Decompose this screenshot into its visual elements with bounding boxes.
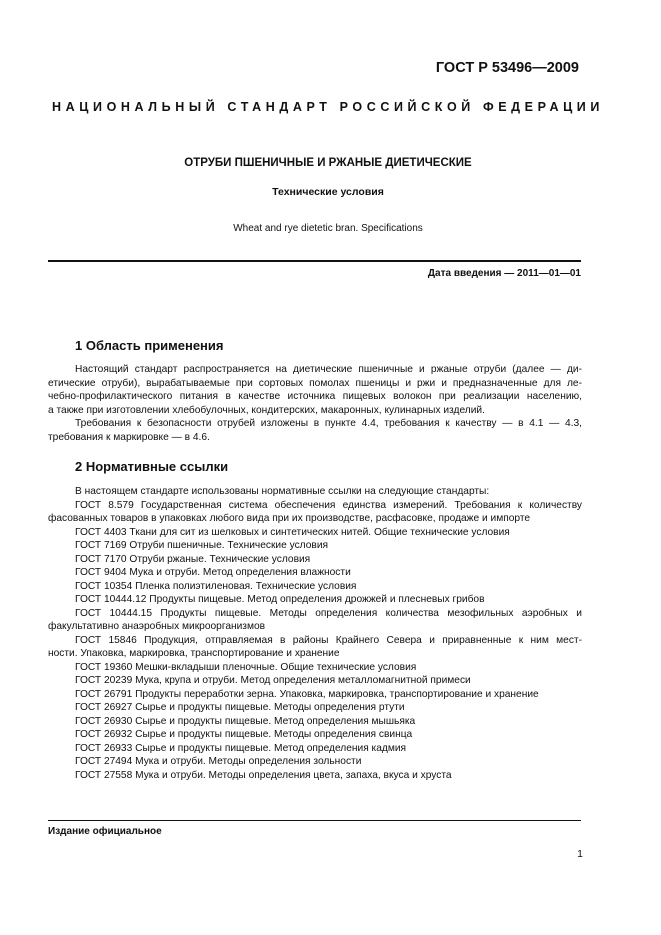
document-title: ОТРУБИ ПШЕНИЧНЫЕ И РЖАНЫЕ ДИЕТИЧЕСКИЕ <box>184 157 472 169</box>
text-line: етические отруби), вырабатываемые при сортовых помолах пшеницы и ржи и предназначенные для ле- <box>48 377 582 389</box>
reference-line: ГОСТ 26791 Продукты переработки зерна. Упаковка, маркировка, транспортирование и хранение <box>75 688 539 700</box>
official-edition-note: Издание официальное <box>48 826 162 837</box>
section-1-heading: 1 Область применения <box>75 338 224 353</box>
reference-line: ГОСТ 10444.15 Продукты пищевые. Методы определения количества мезофильных аэробных и <box>75 607 582 619</box>
section-2-body <box>48 485 582 782</box>
reference-line: ГОСТ 9404 Мука и отруби. Метод определения влажности <box>75 567 351 578</box>
footer-divider <box>48 820 581 821</box>
document-subtitle: Технические условия <box>272 186 384 198</box>
date-of-introduction: Дата введения — 2011—01—01 <box>427 268 581 279</box>
text-line: а также при изготовлении хлебобулочных, кондитерских, макаронных, кулинарных изделий. <box>48 404 485 416</box>
english-title: Wheat and rye dietetic bran. Specifications <box>233 223 423 234</box>
reference-line: ГОСТ 26930 Сырье и продукты пищевые. Метод определения мышьяка <box>75 715 416 727</box>
reference-line: ГОСТ 27558 Мука и отруби. Методы определения цвета, запаха, вкуса и хруста <box>75 769 452 781</box>
reference-line: ГОСТ 7169 Отруби пшеничные. Технические условия <box>75 540 329 551</box>
reference-line: ГОСТ 10354 Пленка полиэтиленовая. Технические условия <box>75 580 357 592</box>
reference-line: ГОСТ 27494 Мука и отруби. Методы определения зольности <box>75 756 362 767</box>
section-1-body <box>48 363 582 444</box>
national-standard-heading: НАЦИОНАЛЬНЫЙ СТАНДАРТ РОССИЙСКОЙ ФЕДЕРАЦИИ <box>52 100 604 114</box>
reference-line: ГОСТ 26927 Сырье и продукты пищевые. Методы определения ртути <box>75 702 405 713</box>
reference-line: факультативно анаэробных микроорганизмов <box>48 621 266 632</box>
reference-line: фасованных товаров в упаковках любого вида при их производстве, расфасовке, продаже и импорте <box>48 513 531 524</box>
text-line: Настоящий стандарт распространяется на диетические пшеничные и ржаные отруби (далее — ди- <box>75 364 582 375</box>
text-line: чебно-профилактического питания в качестве источника пищевых волокон при реализации населению, <box>48 391 582 402</box>
reference-line: ГОСТ 10444.12 Продукты пищевые. Метод определения дрожжей и плесневых грибов <box>75 594 485 605</box>
text-line: Требования к безопасности отрубей изложены в пункте 4.4, требования к качеству — в 4.1 — 4.3, <box>75 418 582 429</box>
reference-line: ГОСТ 8.579 Государственная система обеспечения единства измерений. Требования к количеству <box>75 499 582 511</box>
page-number: 1 <box>577 848 583 860</box>
section-2-heading: 2 Нормативные ссылки <box>75 459 229 474</box>
reference-line: ГОСТ 26932 Сырье и продукты пищевые. Методы определения свинца <box>75 729 413 740</box>
reference-line: ГОСТ 26933 Сырье и продукты пищевые. Метод определения кадмия <box>75 742 407 754</box>
reference-line: ГОСТ 19360 Мешки-вкладыши пленочные. Общие технические условия <box>75 661 417 673</box>
reference-line: ГОСТ 7170 Отруби ржаные. Технические условия <box>75 553 311 565</box>
standard-number: ГОСТ Р 53496—2009 <box>435 60 579 76</box>
reference-line: ности. Упаковка, маркировка, транспортирование и хранение <box>48 648 340 659</box>
reference-line: ГОСТ 15846 Продукция, отправляемая в районы Крайнего Севера и приравненные к ним мест- <box>75 634 582 646</box>
header-divider <box>48 260 581 262</box>
text-line: В настоящем стандарте использованы нормативные ссылки на следующие стандарты: <box>75 486 490 497</box>
reference-line: ГОСТ 4403 Ткани для сит из шелковых и синтетических нитей. Общие технические условия <box>75 526 510 538</box>
reference-line: ГОСТ 20239 Мука, крупа и отруби. Метод определения металломагнитной примеси <box>75 675 471 686</box>
text-line: требования к маркировке — в 4.6. <box>48 431 210 443</box>
